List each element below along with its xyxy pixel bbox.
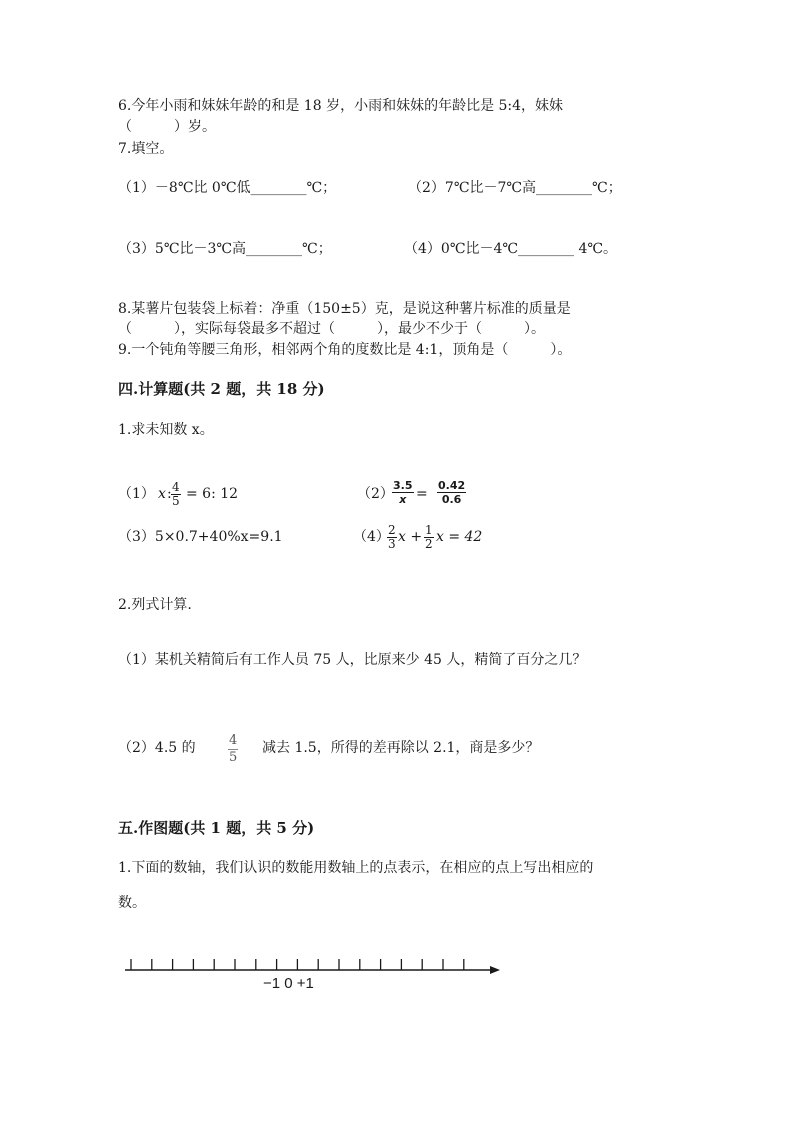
s4-q1-p4-label: （4） [353,529,390,545]
q8-line1: 8.某薯片包装袋上标着：净重（150±5）克，是说这种薯片标准的质量是 [118,301,571,317]
s4-q1-p2-right-fraction [437,479,466,506]
s4-q1-title: 1.求未知数 x。 [118,422,214,438]
q6-line2: （ ）岁。 [118,119,216,135]
number-line-labels: −1 0 +1 [263,975,314,992]
q9-line1: 9.一个钝角等腰三角形，相邻两个角的度数比是 4:1，顶角是（ ）。 [118,342,572,358]
s4-q1-p1-label: （1） [118,486,155,502]
s4-q2-part2-label: （2）4.5 的 [118,740,196,756]
s4-q2-part2-fraction [228,733,238,766]
s4-q1-p2-left-fraction [392,479,414,506]
s4-q1-p3: （3）5×0.7+40%x=9.1 [118,529,283,545]
s4-q1-p1-colon: : [167,486,172,502]
s4-q1-p1-x: x [158,486,166,502]
q7-part2: （2）7℃比－7℃高________℃； [408,180,622,196]
fraction-numerator: 0.42 [438,479,466,492]
fraction-numerator: 1 [425,523,433,537]
s4-q2-part1: （1）某机关精简后有工作人员 75 人，比原来少 45 人，精简了百分之几？ [118,652,587,668]
number-line [0,950,794,1010]
fraction-denominator: x [399,493,407,506]
s4-q1-p1-rhs: = 6: 12 [186,486,239,502]
q8-line2: （ ），实际每袋最多不超过（ ），最少不少于（ ）。 [118,321,545,337]
number-line-arrow [490,966,500,974]
s4-q1-p4-mid: x + [398,529,423,545]
s4-q2-part2-rest: 减去 1.5，所得的差再除以 2.1，商是多少？ [262,740,540,756]
s5-q1-line1: 1.下面的数轴，我们认识的数能用数轴上的点表示，在相应的点上写出相应的 [118,860,594,876]
fraction-denominator: 5 [172,494,180,508]
fraction-denominator: 3 [388,537,396,551]
section4-heading: 四.计算题(共 2 题，共 18 分) [118,380,325,398]
s4-q1-p4-fraction2 [424,524,434,551]
q7-part1: （1）－8℃比 0℃低________℃； [118,180,337,196]
fraction-numerator: 4 [172,480,180,494]
fraction-numerator: 4 [229,733,238,748]
s4-q1-p2-equals: = [416,486,428,502]
s4-q1-p4-fraction1 [387,524,397,551]
s4-q1-p2-label: （2） [357,486,394,502]
q7-part3: （3）5℃比－3℃高________℃； [118,241,332,257]
s5-q1-line2: 数。 [118,895,146,911]
q7-part4: （4）0℃比－4℃________ 4℃。 [404,241,618,257]
s4-q2-title: 2.列式计算. [118,597,192,613]
fraction-denominator: 2 [425,537,433,551]
s4-q1-p1-fraction [171,481,181,508]
section5-heading: 五.作图题(共 1 题，共 5 分) [118,819,315,837]
fraction-denominator: 0.6 [441,493,462,506]
fraction-denominator: 5 [229,750,238,765]
q6-line1: 6.今年小雨和妹妹年龄的和是 18 岁，小雨和妹妹的年龄比是 5:4，妹妹 [118,98,564,114]
fraction-numerator: 3.5 [393,479,413,492]
q7-title: 7.填空。 [118,141,174,157]
fraction-numerator: 2 [388,523,396,537]
number-line-ticks [131,959,464,970]
s4-q1-p4-end: x = 42 [436,529,483,545]
